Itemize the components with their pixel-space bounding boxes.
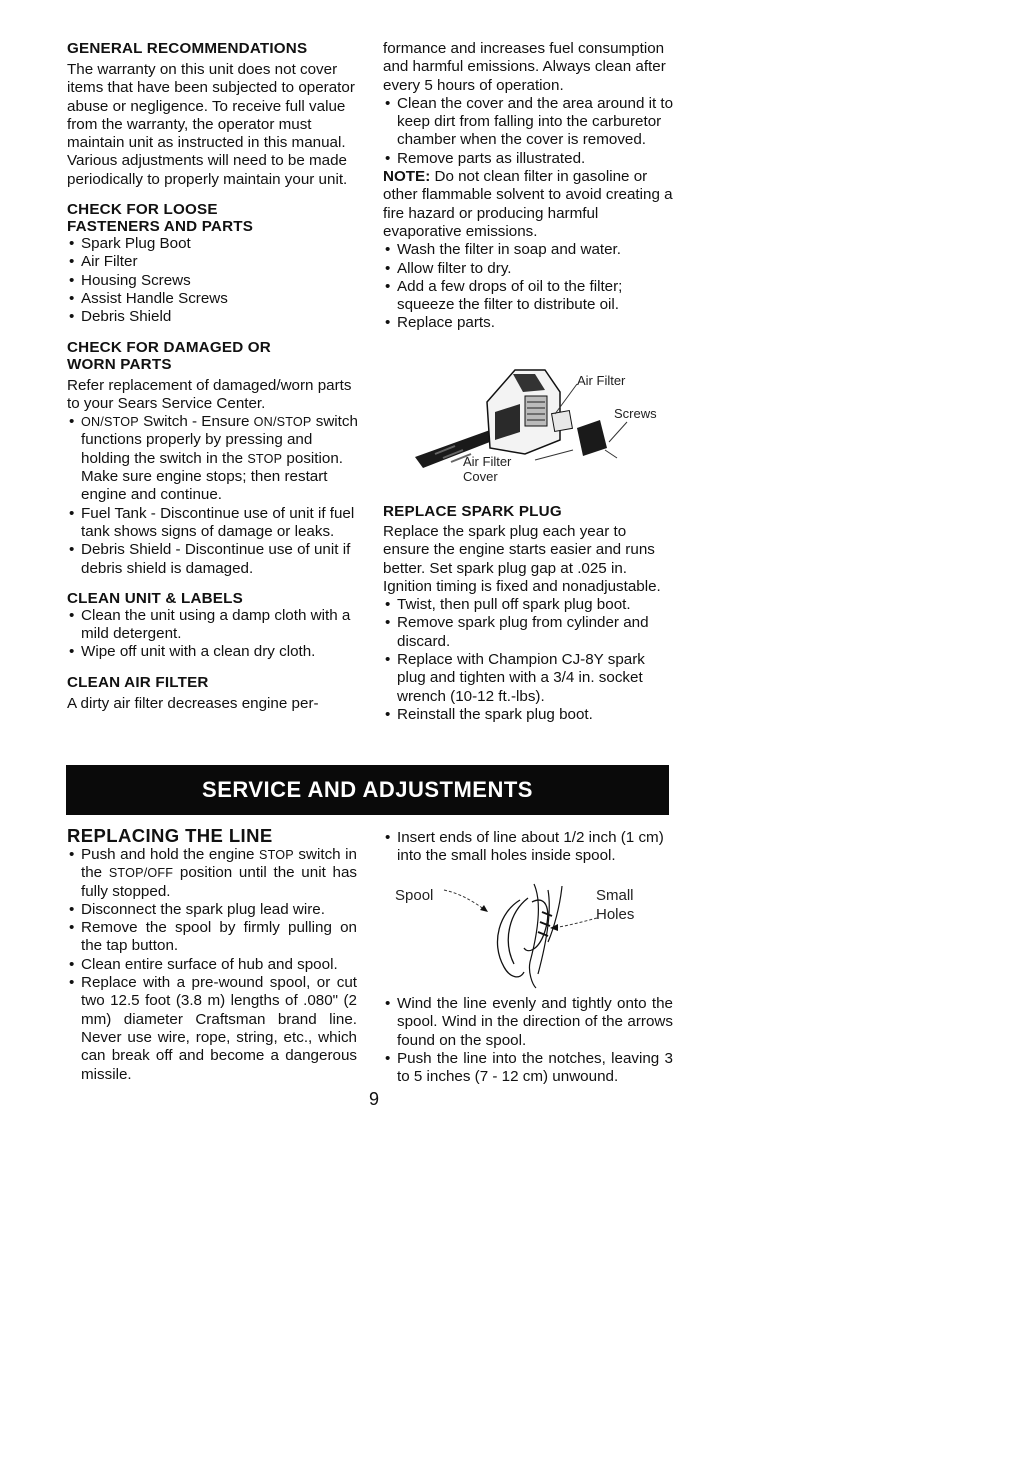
general-recommendations-body: The warranty on this unit does not cover items that have been subjected to operator abuse or negligence. To receive full value from the warranty, the operator must maintain unit as instructed in this manual. Various adjustments will need to be made periodically to properly maintain your unit. (67, 61, 355, 188)
list-item-text: position. Make sure engine stops; then restart engine and continue. (81, 449, 343, 504)
clean-air-filter-body: A dirty air filter decreases engine per- (67, 694, 319, 712)
spark-plug-section (383, 503, 675, 724)
list-item: • Housing Screws (67, 272, 359, 290)
replacing-line-right-top (383, 829, 675, 866)
list-item: • Insert ends of line about 1/2 inch (1 cm) into the small holes inside spool. (383, 829, 675, 866)
check-damaged-intro: Refer replacement of damaged/worn parts to your Sears Service Center. (67, 376, 352, 412)
list-item: • Wipe off unit with a clean dry cloth. (67, 643, 359, 661)
spool-rim-inner (508, 898, 528, 964)
list-item: • Replace parts. (383, 314, 675, 332)
section-banner: SERVICE AND ADJUSTMENTS (66, 765, 669, 815)
spark-plug-list (383, 596, 675, 724)
list-item-text: position until the unit has fully stopped. (81, 864, 357, 900)
air-filter-continued: formance and increases fuel consumption and harmful emissions. Always clean after every 5 hours of operation. (383, 40, 666, 94)
list-item: • Clean the unit using a damp cloth with a mild detergent. (67, 607, 359, 644)
spool-rim-outer (497, 900, 524, 977)
small-caps-text: ON/STOP (253, 415, 312, 430)
leader-line (552, 918, 597, 928)
spool-line-strand (548, 886, 562, 942)
air-filter-list-a (383, 95, 675, 168)
leader-line (535, 450, 573, 460)
label-cover-line2: Cover (463, 469, 498, 484)
list-item-text: switch in the (81, 846, 357, 882)
leader-line (609, 422, 627, 442)
replacing-line-right-bottom (383, 995, 673, 1086)
general-recommendations-heading: GENERAL RECOMMENDATIONS (67, 40, 308, 57)
insert-line-list (383, 829, 675, 866)
right-column (383, 40, 675, 333)
list-item: • Replace with a pre-wound spool, or cut two 12.5 foot (3.8 m) lengths of .080" (2 mm) diameter Craftsman brand line. Never use wire, rope, string, etc., which can break off and become a dangerous missile. (67, 974, 357, 1084)
replacing-line-list (67, 846, 357, 1084)
list-item (67, 846, 357, 901)
clean-unit-list (67, 607, 359, 662)
list-item: • Replace with Champion CJ-8Y spark plug and tighten with a 3/4 in. socket wrench (10-12 ft.-lbs). (383, 651, 675, 706)
arrow-head (480, 905, 488, 912)
list-item: • Push the line into the notches, leaving 3 to 5 inches (7 - 12 cm) unwound. (383, 1050, 673, 1087)
list-item: • Wind the line evenly and tightly onto the spool. Wind in the direction of the arrows found on the spool. (383, 995, 673, 1050)
list-item: • Debris Shield (67, 308, 359, 326)
note-label: NOTE: (383, 168, 431, 186)
list-item: • Disconnect the spark plug lead wire. (67, 901, 357, 919)
left-column (67, 38, 359, 713)
list-item: • Clean the cover and the area around it to keep dirt from falling into the carburetor chamber when the cover is removed. (383, 95, 675, 150)
page-number: 9 (369, 1089, 380, 1109)
check-damaged-list (67, 413, 359, 578)
list-item: • Reinstall the spark plug boot. (383, 706, 675, 724)
list-item (67, 413, 359, 504)
list-item: • Spark Plug Boot (67, 235, 359, 253)
list-item: • Debris Shield - Discontinue use of unit if debris shield is damaged. (67, 541, 359, 578)
small-caps-text: ON/STOP (81, 415, 139, 430)
list-item: • Fuel Tank - Discontinue use of unit if fuel tank shows signs of damage or leaks. (67, 505, 359, 542)
filter-cover-shape (577, 420, 607, 456)
list-item-text: Switch - Ensure (138, 413, 254, 431)
list-item: • Remove parts as illustrated. (383, 150, 675, 168)
clean-unit-heading: CLEAN UNIT & LABELS (67, 589, 243, 607)
small-caps-text: STOP/OFF (108, 866, 174, 881)
list-item: • Air Filter (67, 253, 359, 271)
leader-line (605, 450, 617, 458)
label-cover-line1: Air Filter (463, 454, 512, 469)
air-filter-list-b (383, 241, 675, 332)
list-item: • Twist, then pull off spark plug boot. (383, 596, 675, 614)
list-item: • Remove spark plug from cylinder and discard. (383, 614, 675, 651)
check-loose-heading-line2: FASTENERS AND PARTS (67, 218, 254, 236)
replacing-line-left (67, 826, 357, 1084)
wind-line-list (383, 995, 673, 1086)
label-small: Small (596, 887, 634, 904)
check-loose-heading-line1: CHECK FOR LOOSE (67, 201, 218, 219)
list-item: • Assist Handle Screws (67, 290, 359, 308)
label-spool: Spool (395, 887, 434, 904)
engine-fins-shape (525, 396, 547, 426)
list-item: • Remove the spool by firmly pulling on the tap button. (67, 919, 357, 956)
spark-plug-body: Replace the spark plug each year to ensure the engine starts easier and runs better. Set spark plug gap at .025 in. Ignition timing is fixed and nonadjustable. (383, 523, 661, 595)
list-item: • Allow filter to dry. (383, 260, 675, 278)
label-air-filter: Air Filter (577, 373, 626, 388)
check-loose-list (67, 235, 359, 326)
spool-hub (524, 900, 548, 951)
small-caps-text: STOP (247, 451, 283, 466)
spool-illustration (392, 872, 662, 992)
list-item-text: switch functions properly by pressing and holding the switch in the (81, 413, 358, 467)
label-holes: Holes (596, 906, 635, 923)
list-item: • Clean entire surface of hub and spool. (67, 956, 357, 974)
replacing-line-heading: REPLACING THE LINE (67, 825, 273, 846)
list-item: • Wash the filter in soap and water. (383, 241, 675, 259)
list-item-text: Push and hold the engine (81, 846, 260, 863)
check-damaged-heading-line2: WORN PARTS (67, 355, 172, 373)
label-screws: Screws (614, 406, 657, 421)
note-paragraph (383, 168, 675, 241)
air-filter-illustration (395, 362, 675, 490)
check-damaged-heading-line1: CHECK FOR DAMAGED OR (67, 338, 271, 356)
clean-air-filter-heading: CLEAN AIR FILTER (67, 673, 209, 691)
list-item: • Add a few drops of oil to the filter; squeeze the filter to distribute oil. (383, 278, 675, 315)
spark-plug-heading: REPLACE SPARK PLUG (383, 503, 562, 520)
small-caps-text: STOP (259, 848, 294, 862)
note-text: Do not clean filter in gasoline or other flammable solvent to avoid creating a fire hazard or producing harmful evaporative emissions. (383, 168, 673, 240)
